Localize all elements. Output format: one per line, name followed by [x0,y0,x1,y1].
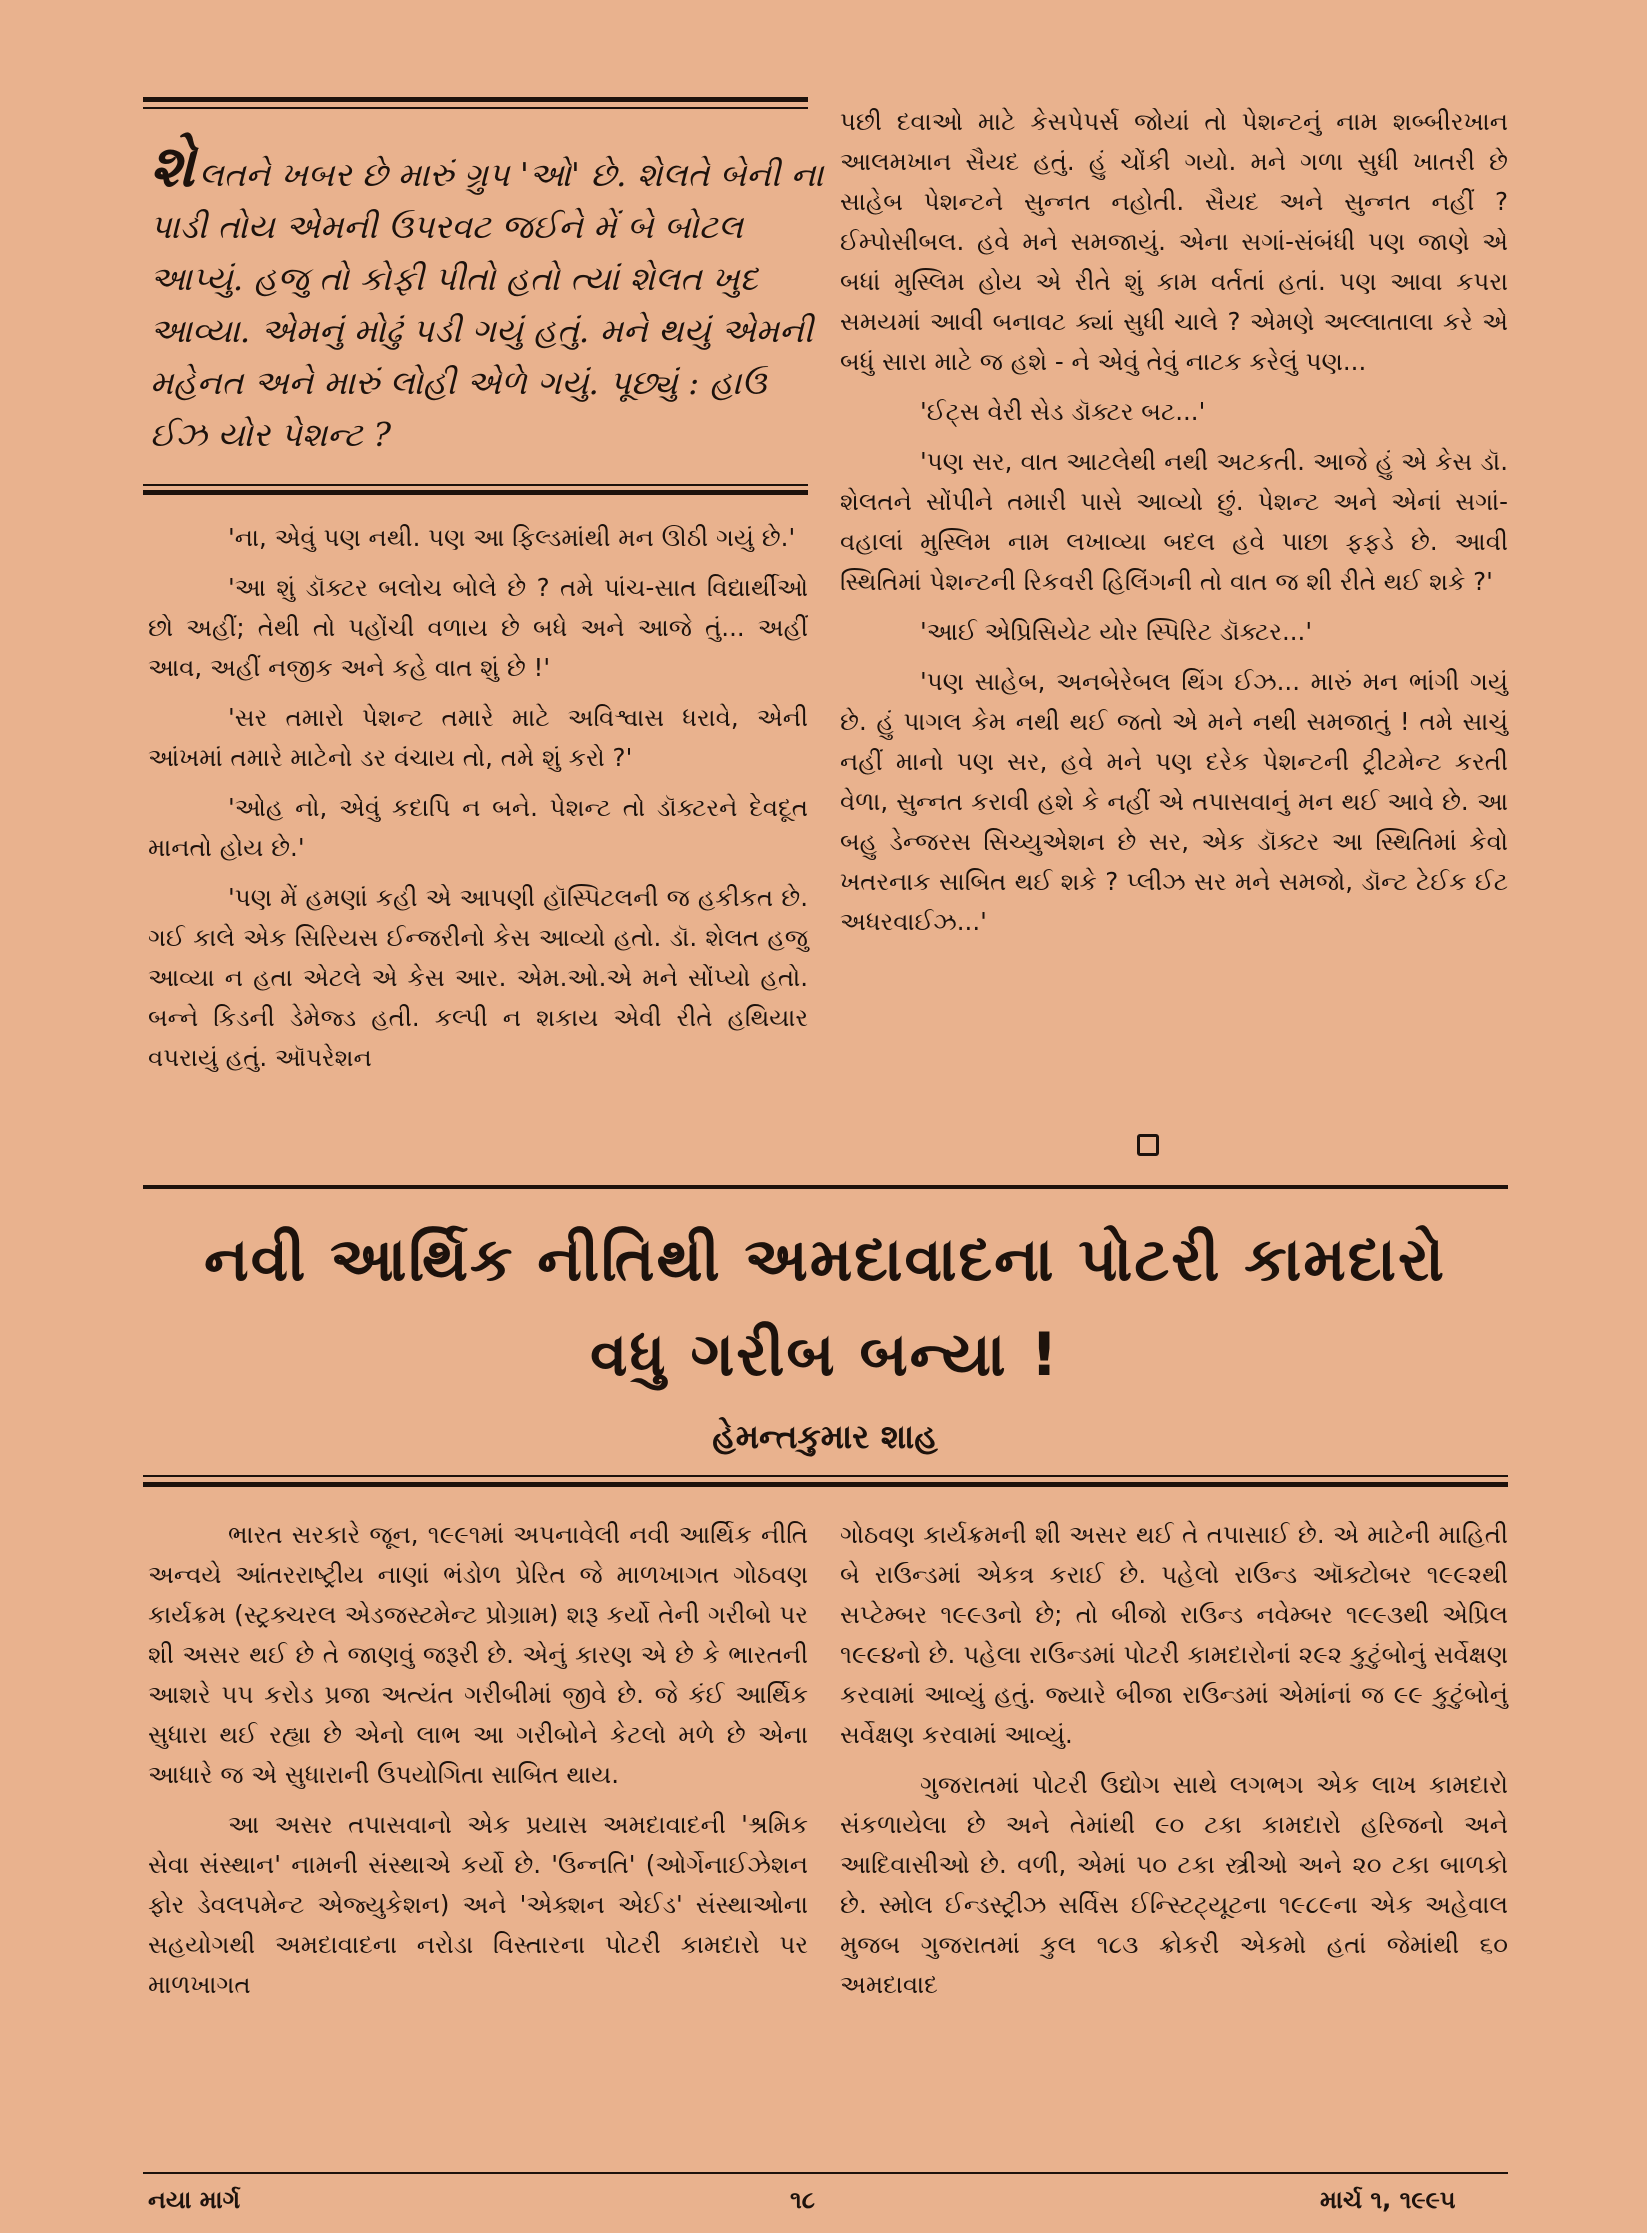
story-left-paragraph: 'આ શું ડૉક્ટર બલોચ બોલે છે ? તમે પાંચ-સાત વિદ્યાર્થીઓ છો અહીં; તેથી તો પહોંચી વળાય છે બધે અને આજે તું... અહીં આવ, અહીં નજીક અને કહે વાત શું છે !' [148,573,808,682]
footer-page-number: ૧૮ [790,2186,815,2214]
article-headline-line-2: વધુ ગરીબ બન્યા ! [590,1320,1060,1390]
story-left-column [148,518,808,1088]
story-right-paragraph: પછી દવાઓ માટે કેસપેપર્સ જોયાં તો પેશન્ટનું નામ શબ્બીરખાન આલમખાન સૈયદ હતું. હું ચોંકી ગયો. મને ગળા સુધી ખાતરી છે સાહેબ પેશન્ટને સુન્નત નહોતી. સૈયદ અને સુન્નત નહીં ? ઈમ્પોસીબલ. હવે મને સમજાયું. એના સગાં-સંબંધી પણ જાણે એ બધાં મુસ્લિમ હોય એ રીતે શું કામ વર્તતાં હતાં. પણ આવા કપરા સમયમાં આવી બનાવટ ક્યાં સુધી ચાલે ? એમણે અલ્લાતાલા કરે એ બધું સારા માટે જ હશે - ને એવું તેવું નાટક કરેલું પણ... [840,107,1508,376]
pull-quote-dropcap: શે [150,132,195,200]
footer-date: માર્ચ ૧, ૧૯૯૫ [1320,2186,1456,2214]
article-header-rule-thin [143,1475,1508,1477]
article-left-paragraph: ભારત સરકારે જૂન, ૧૯૯૧માં અપનાવેલી નવી આર્થિક નીતિ અન્વયે આંતરરાષ્ટ્રીય નાણાં ભંડોળ પ્રેરિત જે માળખાગત ગોઠવણ કાર્યક્રમ (સ્ટ્રક્ચરલ એડજસ્ટમેન્ટ પ્રોગ્રામ) શરૂ કર્યો તેની ગરીબો પર શી અસર થઈ છે તે જાણવું જરૂરી છે. એનું કારણ એ છે કે ભારતની આશરે ૫૫ કરોડ પ્રજા અત્યંત ગરીબીમાં જીવે છે. જે કંઈ આર્થિક સુધારા થઈ રહ્યા છે એનો લાભ આ ગરીબોને કેટલો મળે છે એના આધારે જ એ સુધારાની ઉપયોગિતા સાબિત થાય. [148,1520,808,1789]
article-left-column [148,1515,808,2015]
article-top-rule [143,1185,1508,1189]
story-right-column [840,102,1508,952]
article-right-paragraph: ગોઠવણ કાર્યક્રમની શી અસર થઈ તે તપાસાઈ છે. એ માટેની માહિતી બે રાઉન્ડમાં એકત્ર કરાઈ છે. પહેલો રાઉન્ડ ઑક્ટોબર ૧૯૯૨થી સપ્ટેમ્બર ૧૯૯૩નો છે; તો બીજો રાઉન્ડ નવેમ્બર ૧૯૯૩થી એપ્રિલ ૧૯૯૪નો છે. પહેલા રાઉન્ડમાં પોટરી કામદારોનાં ૨૯૨ કુટુંબોનું સર્વેક્ષણ કરવામાં આવ્યું હતું. જ્યારે બીજા રાઉન્ડમાં એમાંનાં જ ૯૯ કુટુંબોનું સર્વેક્ષણ કરવામાં આવ્યું. [840,1520,1508,1749]
pull-quote-top-rule-thin [143,107,808,109]
article-left-paragraph: આ અસર તપાસવાનો એક પ્રયાસ અમદાવાદની 'શ્રમિક સેવા સંસ્થાન' નામની સંસ્થાએ કર્યો છે. 'ઉન્નતિ' (ઓર્ગેનાઈઝેશન ફોર ડેવલપમેન્ટ એજ્યુકેશન) અને 'એક્શન એઈડ' સંસ્થાઓના સહયોગથી અમદાવાદના નરોડા વિસ્તારના પોટરી કામદારો પર માળખાગત [148,1810,808,1999]
article-right-paragraph: ગુજરાતમાં પોટરી ઉદ્યોગ સાથે લગભગ એક લાખ કામદારો સંકળાયેલા છે અને તેમાંથી ૯૦ ટકા કામદારો હરિજનો અને આદિવાસીઓ છે. વળી, એમાં ૫૦ ટકા સ્ત્રીઓ અને ૨૦ ટકા બાળકો છે. સ્મોલ ઈન્ડસ્ટ્રીઝ સર્વિસ ઈન્સ્ટિટ્યૂટના ૧૯૮૯ના એક અહેવાલ મુજબ ગુજરાતમાં કુલ ૧૮૩ ક્રોકરી એકમો હતાં જેમાંથી ૬૦ અમદાવાદ [840,1770,1508,1999]
pull-quote-top-rule [143,97,808,102]
story-left-paragraph: 'સર તમારો પેશન્ટ તમારે માટે અવિશ્વાસ ધરાવે, એની આંખમાં તમારે માટેનો ડર વંચાય તો, તમે શું કરો ?' [148,703,808,772]
pull-quote-bottom-rule-thin [143,484,808,486]
story-right-paragraph: 'ઈટ્સ વેરી સેડ ડૉક્ટર બટ...' [920,397,1206,426]
article-right-column [840,1515,1508,2015]
article-headline-line-1: નવી આર્થિક નીતિથી અમદાવાદના પોટરી કામદારો [204,1225,1446,1295]
story-left-paragraph: 'પણ મેં હમણાં કહી એ આપણી હૉસ્પિટલની જ હકીકત છે. ગઈ કાલે એક સિરિયસ ઈન્જરીનો કેસ આવ્યો હતો. ડૉ. શેલત હજુ આવ્યા ન હતા એટલે એ કેસ આર. એમ.ઓ.એ મને સોંપ્યો હતો. બન્ને કિડની ડેમેજ્ડ હતી. કલ્પી ન શકાય એવી રીતે હથિયાર વપરાયું હતું. ઑપરેશન [148,883,808,1072]
story-right-paragraph: 'આઈ એપ્રિસિયેટ યોર સ્પિરિટ ડૉક્ટર...' [920,617,1313,646]
end-of-story-mark [1137,1134,1159,1156]
story-right-paragraph: 'પણ સર, વાત આટલેથી નથી અટકતી. આજે હું એ કેસ ડૉ. શેલતને સોંપીને તમારી પાસે આવ્યો છું. પેશન્ટ અને એનાં સગાં-વહાલાં મુસ્લિમ નામ લખાવ્યા બદલ હવે પાછા ફફડે છે. આવી સ્થિતિમાં પેશન્ટની રિકવરી હિલિંગની તો વાત જ શી રીતે થઈ શકે ?' [840,447,1508,596]
pull-quote-text: લતને ખબર છે મારું ગ્રુપ 'ઓ' છે. શેલતે બેની ના પાડી તોય એમની ઉપરવટ જઈને મેં બે બોટલ આપ્યું. હજુ તો કોફી પીતો હતો ત્યાં શેલત ખુદ આવ્યા. એમનું મોઢું પડી ગયું હતું. મને થયું એમની મહેનત અને મારું લોહી એળે ગયું. પૂછ્યું : હાઉ ઈઝ યોર પેશન્ટ ? [150,155,824,454]
pull-quote [150,132,830,461]
pull-quote-bottom-rule [143,490,808,495]
footer-publication: નયા માર્ગ [148,2186,241,2214]
article-byline: હેમન્તકુમાર શાહ [712,1417,938,1456]
story-left-paragraph: 'ઓહ નો, એવું કદાપિ ન બને. પેશન્ટ તો ડૉક્ટરને દેવદૂત માનતો હોય છે.' [148,793,808,862]
footer-rule [143,2172,1508,2174]
story-right-paragraph: 'પણ સાહેબ, અનબેરેબલ થિંગ ઈઝ... મારું મન ભાંગી ગયું છે. હું પાગલ કેમ નથી થઈ જતો એ મને નથી સમજાતું ! તમે સાચું નહીં માનો પણ સર, હવે મને પણ દરેક પેશન્ટની ટ્રીટમેન્ટ કરતી વેળા, સુન્નત કરાવી હશે કે નહીં એ તપાસવાનું મન થઈ આવે છે. આ બહુ ડેન્જરસ સિચ્યુએશન છે સર, એક ડૉક્ટર આ સ્થિતિમાં કેવો ખતરનાક સાબિત થઈ શકે ? પ્લીઝ સર મને સમજો, ડૉન્ટ ટેઈક ઈટ અધરવાઈઝ...' [840,667,1508,936]
story-left-paragraph: 'ના, એવું પણ નથી. પણ આ ફિલ્ડમાંથી મન ઊઠી ગયું છે.' [228,523,796,552]
article-header-rule [143,1482,1508,1487]
